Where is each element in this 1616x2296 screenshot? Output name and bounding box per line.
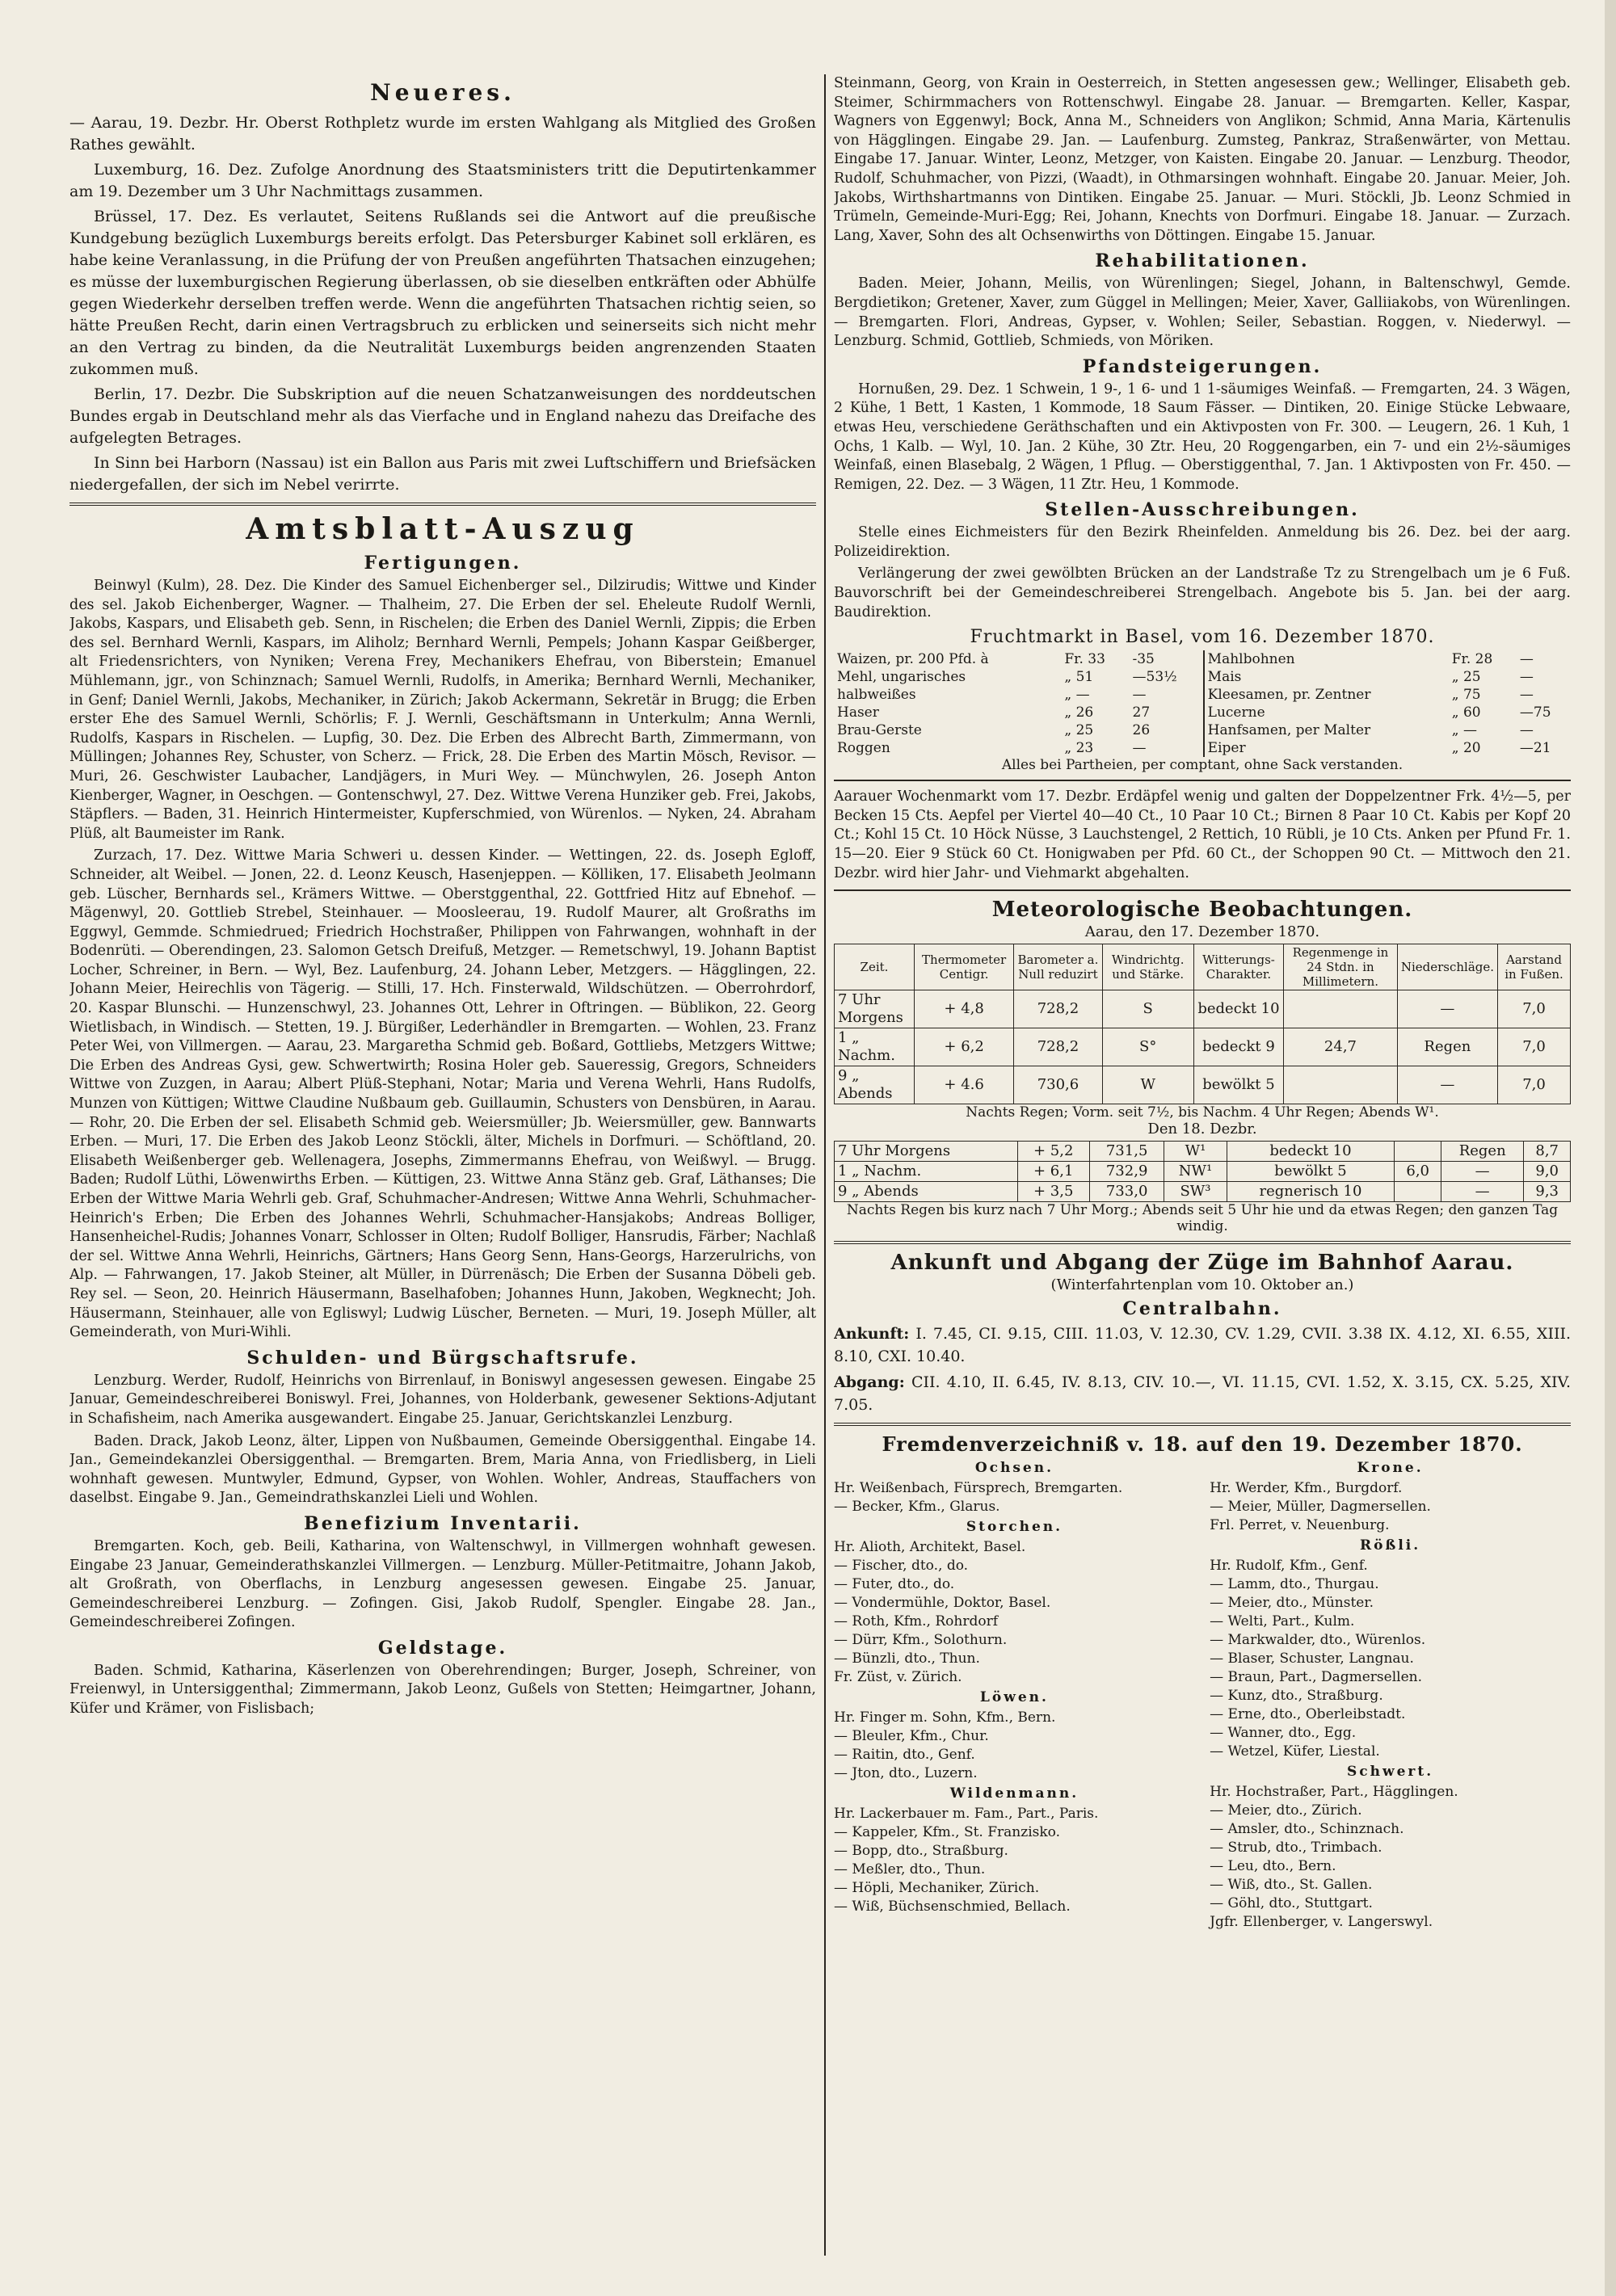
- meteo-cell: bedeckt 9: [1193, 1028, 1283, 1066]
- fruchtmarkt-row: [834, 650, 1571, 668]
- guest-entry: — Erne, dto., Oberleibstadt.: [1210, 1706, 1406, 1723]
- meteo-table: [834, 944, 1571, 1104]
- meteo-cell: 733,0: [1089, 1182, 1164, 1202]
- meteo-cell: NW¹: [1164, 1162, 1227, 1182]
- rehab-paragraph: Baden. Meier, Johann, Meilis, von Würenlingen; Siegel, Johann, in Baltenschwyl, Gemde. Bergdietikon; Gretener, Xaver, zum Güggel in Mellingen; Meier, Xaver, Galliiakobs, von Würenlingen. — Bremgarten. Flori, Andreas, Gypser, v. Wohlen; Seiler, Sebastian. Roggen, v. Niederwyl. — Lenzburg. Schmid, Gottlieb, Schmieds, von Möriken.: [834, 275, 1571, 350]
- meteo-header-cell: Windrichtg. und Stärke.: [1102, 944, 1193, 990]
- pfand-paragraph: Hornußen, 29. Dez. 1 Schwein, 1 9-, 1 6- und 1 1-säumiges Weinfaß. — Fremgarten, 24. 3 Wägen, 2 Kühe, 1 Bett, 1 Kasten, 1 Kommode, 18 Saum Fässer. — Dintiken, 20. Einige Stücke Lebwaare, etwas Heu, verschiedene Geräthschaften und ein Aktivposten von Fr. 300. — Leugern, 26. 1 Kuh, 1 Ochs, 1 Kalb. — Wyl, 10. Jan. 2 Kühe, 30 Ztr. Heu, 20 Roggengarben, ein 7- und ein 2½-säumiges Weinfaß, einen Blasebalg, 2 Wägen, 1 Pflug. — Oberstiggenthal, 7. Jan. 1 Aktivposten von Fr. 450. — Remigen, 22. Dez. — 3 Wägen, 11 Ztr. Heu, 1 Kommode.: [834, 381, 1571, 493]
- fruchtmarkt-cell: Brau-Gerste: [837, 722, 922, 739]
- visitor-column-right: [1210, 1457, 1571, 1932]
- guest-entry: — Blaser, Schuster, Langnau.: [1210, 1651, 1414, 1667]
- train-schedule: [834, 1251, 1571, 1416]
- guest-entry: — Strub, dto., Trimbach.: [1210, 1840, 1382, 1857]
- meteo-title: Meteorologische Beobachtungen.: [991, 898, 1413, 923]
- meteo-cell: 7,0: [1498, 990, 1571, 1028]
- fruchtmarkt-cell: „ 20: [1451, 740, 1481, 757]
- guest-entry: — Welti, Part., Kulm.: [1210, 1613, 1355, 1630]
- wochenmarkt-paragraph: Aarauer Wochenmarkt vom 17. Dezbr. Erdäpfel wenig und galten der Doppelzentner Frk. 4½—5, per Becken 15 Cts. Aepfel per Viertel 40—40 Ct., 10 Paar 10 Ct.; Birnen 8 Paar 10 Ct. Kabis per Kopf 20 Ct.; Kohl 15 Ct. 10 Höck Nüsse, 3 Lauchstengel, 2 Rettich, 10 Rübli, je 10 Cts. Anken per Pfund Fr. 1. 15—20. Eier 9 Stück 60 Ct. Honigwaben per Pfd. 60 Ct., der Schoppen 90 Ct. — Mittwoch den 21. Dezbr. wird hier Jahr- und Viehmarkt abgehalten.: [834, 788, 1571, 881]
- guest-entry: Hr. Rudolf, Kfm., Genf.: [1210, 1558, 1368, 1575]
- meteo-cell: 7,0: [1498, 1028, 1571, 1066]
- abgang-label: Abgang:: [834, 1373, 905, 1392]
- meteo-cell: —: [1397, 990, 1497, 1028]
- fruchtmarkt-cell: Hanfsamen, per Malter: [1204, 721, 1449, 739]
- guest-entry: — Amsler, dto., Schinznach.: [1210, 1821, 1404, 1838]
- meteo-cell: 8,7: [1524, 1142, 1571, 1162]
- meteo-cell: + 6,1: [1017, 1162, 1089, 1182]
- meteo-cell: 731,5: [1089, 1142, 1164, 1162]
- stellen-paragraph: Verlängerung der zwei gewölbten Brücken an der Landstraße Tz zu Strengelbach um je 6 Fuß. Bauvorschrift bei der Gemeindeschreiberei Strengelbach. Angebote bis 5. Jan. bei der aarg. Baudirektion.: [834, 566, 1571, 620]
- fruchtmarkt-title: Fruchtmarkt in Basel, vom 16. Dezember 1870.: [970, 627, 1435, 648]
- meteo-row: [835, 1182, 1571, 1202]
- neueres-title: Neueres.: [370, 79, 516, 106]
- hotel-name: Krone.: [1357, 1460, 1424, 1477]
- benefizium-title: Benefizium Inventarii.: [304, 1512, 582, 1534]
- fruchtmarkt-cell: „ 60: [1451, 704, 1481, 721]
- guest-entry: — Bleuler, Kfm., Chur.: [834, 1728, 989, 1745]
- fruchtmarkt-cell: Fr. 33: [1064, 651, 1105, 668]
- meteo-table-2: [834, 1141, 1571, 1202]
- hotel-name: Löwen.: [979, 1689, 1049, 1706]
- schulden-paragraph: Lenzburg. Werder, Rudolf, Heinrichs von Birrenlauf, in Boniswyl angesessen gewesen. Eingabe 25 Januar, Gemeindeschreiberei Boniswyl. Frei, Johannes, von Holderbank, gewesener Sektions-Adjutant in Schafisheim, nach Amerika ausgewandert. Eingabe 25. Januar, Gerichtskanzlei Lenzburg.: [69, 1372, 816, 1427]
- fruchtmarkt-cell: „ 25: [1451, 669, 1481, 686]
- abgang-line: [834, 1371, 1571, 1416]
- meteo-cell: 7 Uhr Morgens: [835, 990, 915, 1028]
- fruchtmarkt-cell: —21: [1519, 740, 1551, 757]
- guest-entry: — Futer, dto., do.: [834, 1576, 955, 1593]
- meteo-cell: + 4.6: [914, 1066, 1013, 1104]
- meteo-row: [835, 1066, 1571, 1104]
- guest-entry: — Bopp, dto., Straßburg.: [834, 1843, 1008, 1860]
- fruchtmarkt-row: [834, 721, 1571, 739]
- hotel-name: Storchen.: [966, 1519, 1063, 1536]
- fruchtmarkt-cell: Mais: [1204, 668, 1449, 686]
- fruchtmarkt-cell: —: [1519, 669, 1534, 686]
- fruchtmarkt-cell: halbweißes: [837, 687, 916, 704]
- meteo-cell: bedeckt 10: [1193, 990, 1283, 1028]
- guest-entry: — Bünzli, dto., Thun.: [834, 1651, 980, 1667]
- meteo-date: Den 18. Dezbr.: [1147, 1121, 1257, 1138]
- fruchtmarkt-note: Alles bei Partheien, per comptant, ohne Sack verstanden.: [1001, 757, 1403, 774]
- guest-entry: — Wetzel, Küfer, Liestal.: [1210, 1743, 1380, 1760]
- fruchtmarkt-cell: „ 75: [1451, 687, 1481, 704]
- fruchtmarkt-cell: —: [1519, 687, 1534, 704]
- meteo-cell: 7,0: [1498, 1066, 1571, 1104]
- news-harborn: In Sinn bei Harborn (Nassau) ist ein Ballon aus Paris mit zwei Luftschiffern und Briefsäcken niedergefallen, der sich im Nebel verirrte.: [69, 454, 816, 494]
- fruchtmarkt-cell: „ —: [1064, 687, 1090, 704]
- guest-entry: — Meßler, dto., Thun.: [834, 1861, 986, 1878]
- meteo-header-cell: Zeit.: [835, 944, 915, 990]
- hotel-name: Ochsen.: [974, 1460, 1054, 1477]
- meteo-row: [835, 1028, 1571, 1066]
- meteo-cell: + 5,2: [1017, 1142, 1089, 1162]
- meteo-cell: bedeckt 10: [1227, 1142, 1395, 1162]
- fruchtmarkt-cell: „ 25: [1064, 722, 1094, 739]
- geldstage-continued: Steinmann, Georg, von Krain in Oesterreich, in Stetten angesessen gew.; Wellinger, Elisabeth geb. Steimer, Schirmmachers von Rottenschwyl. Eingabe 28. Januar. — Bremgarten. Keller, Kaspar, Wagners von Eggenwyl; Bock, Anna M., Schneiders von Anglikon; Schmid, Anna Maria, Kärtenulis von Hägglingen. Eingabe 29. Jan. — Laufenburg. Zumsteg, Pankraz, Straßenwärter, von Mettau. Eingabe 17. Januar. Winter, Leonz, Metzger, von Kaisten. Eingabe 20. Januar. — Lenzburg. Theodor, Rudolf, Schuhmacher, von Pizzi, (Waadt), in Othmarsingen wohnhaft. Eingabe 20. Januar. Meier, Joh. Jakobs, Wirthshartmanns von Dintiken. Eingabe 25. Januar. — Muri. Stöckli, Jb. Leonz Schmied in Trümeln, Gemeinde-Muri-Egg; Rei, Johann, Knechts von Dorfmuri. Eingabe 18. Januar. — Zurzach. Lang, Xaver, Sohn des alt Ochsenwirths von Döttingen. Eingabe 15. Januar.: [834, 75, 1571, 244]
- fertigungen-paragraph: Zurzach, 17. Dez. Wittwe Maria Schweri u. dessen Kinder. — Wettingen, 22. ds. Joseph Egloff, Schneider, alt Weibel. — Jonen, 22. d. Leonz Keusch, Hasenjeppen. — Kölliken, 17. Elisabeth Jeolmann geb. Lüscher, Bernhards sel., Krämers Wittwe. — Oberstggenthal, 22. Gottfried Hitz auf Ebnehof. — Mägenwyl, 20. Gottlieb Strebel, Steinhauer. — Moosleerau, 19. Rudolf Maurer, alt Großraths im Eggwyl, Gemmde. Schmiedrued; Friedrich Hochstraßer, Philippen von Fahrwangen, wohnhaft in der Bodenrüti. — Oberendingen, 23. Salomon Getsch Dreifuß, Metzger. — Remetschwyl, 19. Johann Baptist Locher, Schreiner, in Bern. — Wyl, Bez. Laufenburg, 24. Johann Leber, Metzgers. — Hägglingen, 22. Johann Meier, Heirechlis von Tägerig. — Stilli, 17. Hch. Finsterwald, Wildschützen. — Oberrohrdorf, 20. Kaspar Blunschi. — Hunzenschwyl, 23. Johannes Ott, Lehrer in Oftringen. — Büblikon, 22. Georg Wietlisbach, in Windisch. — Stetten, 19. J. Bürgißer, Lederhändler in Bremgarten. — Wohlen, 23. Franz Peter Wei, von Villmergen. — Aarau, 23. Margaretha Schmid geb. Boßard, Gottliebs, Metzgers Wittwe; Die Erben des Andreas Gysi, gew. Schwertwirth; Rosina Holer geb. Saueressig, Gregors, Schneiders Wittwe von Zuzgen, in Aarau; Albert Plüß-Stephani, Notar; Maria und Verena Wehrli, Hans Rudolfs, Munzen von Küttigen; Wittwe Claudine Nußbaum geb. Guillaumin, Schusters von Densbüren, in Aarau. — Rohr, 20. Die Erben der sel. Elisabeth Schmid geb. Weiersmüller; Jb. Weiersmüller, gew. Bannwarts Erben. — Muri, 17. Die Erben des Jakob Leonz Stöckli, älter, Michels in Dorfmuri. — Schöftland, 20. Elisabeth Weißenberger geb. Wellenagera, Josephs, Zimmermanns Ehefrau, von Weißwyl. — Brugg. Baden; Rudolf Lüthi, Löwenwirths Erben. — Küttigen, 23. Wittwe Anna Stänz geb. Graf, Läthanses; Die Erben der Wittwe Maria Wehrli geb. Graf, Schuhmacher-Andresen; Wittwe Anna Wehrli, Schuhmacher-Heinrich's Erben; Die Erben des Johannes Wehrli, Schuhmacher-Hansjakobs; Andreas Bolliger, Hansenheichel-Rudis; Johannes Vonarr, Schlosser in Olten; Rudolf Bolliger, Hansrudis, Färber; Nachlaß der sel. Wittwe Anna Wehrli, Heinrichs, Gärtners; Hans Georg Senn, Hans-Georgs, Harzerulrichs, von Alp. — Fahrwangen, 17. Jakob Steiner, alt Müller, in Dürrenäsch; Die Erben der Susanna Döbeli geb. Rey sel. — Seon, 20. Heinrich Häusermann, Baselhafoben; Johannes Hunn, Jakoben, Wegknecht; Joh. Häusermann, Steinhauer, alle von Egliswyl; Ludwig Lüscher, Berneten. — Muri, 19. Joseph Müller, alt Gemeinderath, von Muri-Wihli.: [69, 847, 816, 1341]
- guest-entry: — Leu, dto., Bern.: [1210, 1858, 1336, 1875]
- guest-entry: Hr. Finger m. Sohn, Kfm., Bern.: [834, 1709, 1056, 1726]
- abgang-times: CII. 4.10, II. 6.45, IV. 8.13, CIV. 10.—, VI. 11.15, CVI. 1.52, X. 3.15, CX. 5.25, XIV. 7.05.: [834, 1373, 1571, 1415]
- meteo-cell: 9 „ Abends: [835, 1182, 1018, 1202]
- fruchtmarkt-cell: —75: [1519, 704, 1551, 721]
- zuege-subtitle: (Winterfahrtenplan vom 10. Oktober an.): [1050, 1276, 1354, 1294]
- meteo-cell: 24,7: [1284, 1028, 1398, 1066]
- meteo-cell: bewölkt 5: [1227, 1162, 1395, 1182]
- guest-entry: — Meier, dto., Münster.: [1210, 1595, 1374, 1612]
- meteo-header-cell: Niederschläge.: [1397, 944, 1497, 990]
- fruchtmarkt-cell: —: [1132, 740, 1147, 757]
- guest-entry: — Roth, Kfm., Rohrdorf: [834, 1613, 998, 1630]
- news-bruessel: Brüssel, 17. Dez. Es verlautet, Seitens Rußlands sei die Antwort auf die preußische Kundgebung bezüglich Luxemburgs bereits erfolgt. Das Petersburger Kabinet soll erklären, es habe keine Veranlassung, in die Prüfung der von Preußen angeführten Thatsachen einzugehen; es müsse der luxemburgischen Regierung überlassen, ob sie dieselben entkräften oder Abhülfe gegen Wiederkehr derselben treffen werde. Wenn die angeführten Thatsachen richtig seien, so hätte Preußen Recht, darin einen Vertragsbruch zu erblicken und seinerseits sich nicht mehr an den Vertrag zu binden, da die Neutralität Luxemburgs beiden angrenzenden Staaten zukommen muß.: [69, 208, 816, 378]
- meteo-header-cell: Thermometer Centigr.: [914, 944, 1013, 990]
- fruchtmarkt-cell: Roggen: [837, 740, 890, 757]
- meteo-cell: SW³: [1164, 1182, 1227, 1202]
- guest-entry: Jgfr. Ellenberger, v. Langerswyl.: [1210, 1914, 1433, 1931]
- meteo-date: Aarau, den 17. Dezember 1870.: [1084, 923, 1320, 941]
- meteo-cell: + 3,5: [1017, 1182, 1089, 1202]
- meteo-cell: S°: [1102, 1028, 1193, 1066]
- fruchtmarkt-cell: Lucerne: [1204, 704, 1449, 721]
- geldstage-paragraph: Baden. Schmid, Katharina, Käserlenzen von Oberehrendingen; Burger, Joseph, Schreiner, von Freienwyl, in Untersiggenthal; Zimmermann, Jakob Leonz, Gußels von Stetten; Heimgartner, Johann, Küfer und Krämer, von Fislisbach;: [69, 1662, 816, 1718]
- meteo-cell: 9 „ Abends: [835, 1066, 915, 1104]
- fruchtmarkt-row: [834, 686, 1571, 704]
- benefizium-paragraph: Bremgarten. Koch, geb. Beili, Katharina, von Waltenschwyl, in Villmergen wohnhaft gewesen. Eingabe 23 Januar, Gemeinderathskanzlei Villmergen. — Lenzburg. Müller-Petitmaitre, Johann Jakob, alt Großrath, von Oberflachs, in Lenzburg angesessen gewesen. Eingabe 25. Januar, Gemeindeschreiberei Lenzburg. — Zofingen. Gisi, Jakob Rudolf, Spengler. Eingabe 28. Jan., Gemeindeschreiberei Zofingen.: [69, 1537, 816, 1631]
- guest-entry: Hr. Werder, Kfm., Burgdorf.: [1210, 1480, 1403, 1497]
- meteo-header-cell: Regenmenge in 24 Stdn. in Millimetern.: [1284, 944, 1398, 990]
- fruchtmarkt-cell: Mahlbohnen: [1204, 650, 1449, 668]
- guest-entry: — Meier, dto., Zürich.: [1210, 1802, 1362, 1819]
- hotel-name: Wildenmann.: [949, 1785, 1079, 1802]
- column-rule: [824, 74, 826, 2256]
- fruchtmarkt-cell: „ —: [1451, 722, 1477, 739]
- meteo-cell: —: [1397, 1066, 1497, 1104]
- meteo-cell: 730,6: [1014, 1066, 1102, 1104]
- fruchtmarkt-cell: Fr. 28: [1451, 651, 1493, 668]
- guest-entry: — Wiß, dto., St. Gallen.: [1210, 1877, 1373, 1894]
- fruchtmarkt-cell: —: [1519, 722, 1534, 739]
- ankunft-times: I. 7.45, CI. 9.15, CIII. 11.03, V. 12.30, CV. 1.29, CVII. 3.38 IX. 4.12, XI. 6.55, XIII. 8.10, CXI. 10.40.: [834, 1325, 1571, 1366]
- meteo-cell: S: [1102, 990, 1193, 1028]
- fruchtmarkt-cell: —: [1519, 651, 1534, 668]
- section-rule: [834, 1241, 1571, 1244]
- geldstage-title: Geldstage.: [377, 1637, 508, 1659]
- meteo-header-cell: Barometer a. Null reduzirt: [1014, 944, 1102, 990]
- fruchtmarkt-cell: -35: [1132, 651, 1155, 668]
- news-berlin: Berlin, 17. Dezbr. Die Subskription auf die neuen Schatzanweisungen des norddeutschen Bundes ergab in Deutschland mehr als das Vierfache und in England nahezu das Dreifache des aufgelegten Betrages.: [69, 385, 816, 447]
- stellen-title: Stellen-Ausschreibungen.: [1045, 499, 1360, 521]
- section-rule: [834, 1423, 1571, 1426]
- news-luxemburg: Luxemburg, 16. Dez. Zufolge Anordnung des Staatsministers tritt die Deputirtenkammer am 19. Dezember um 3 Uhr Nachmittags zusammen.: [69, 161, 816, 200]
- section-rule: [834, 889, 1571, 891]
- rehab-title: Rehabilitationen.: [1095, 250, 1310, 272]
- meteo-cell: —: [1441, 1162, 1523, 1182]
- schulden-paragraph: Baden. Drack, Jakob Leonz, älter, Lippen von Nußbaumen, Gemeinde Obersiggenthal. Eingabe 14. Jan., Gemeindekanzlei Obersiggenthal. — Bremgarten. Brem, Maria Anna, von Friedlisberg, in Lieli wohnhaft gewesen. Muntwyler, Edmund, Gypser, von Wohlen. Wohler, Andreas, Stauffachers von daselbst. Eingabe 9. Jan., Gemeindrathskanzlei Lieli und Wohlen.: [69, 1432, 816, 1507]
- fruchtmarkt-cell: „ 23: [1064, 740, 1094, 757]
- fruchtmarkt-row: [834, 704, 1571, 721]
- guest-entry: Hr. Weißenbach, Fürsprech, Bremgarten.: [834, 1480, 1123, 1497]
- meteo-cell: Regen: [1441, 1142, 1523, 1162]
- pfand-title: Pfandsteigerungen.: [1082, 355, 1323, 377]
- page-edge: [1605, 0, 1616, 2296]
- meteo-cell: 728,2: [1014, 990, 1102, 1028]
- meteo-row: [835, 1142, 1571, 1162]
- guest-entry: — Lamm, dto., Thurgau.: [1210, 1576, 1379, 1593]
- left-column: [69, 74, 816, 2259]
- meteo-cell: —: [1441, 1182, 1523, 1202]
- meteo-cell: [1284, 1066, 1398, 1104]
- guest-entry: Hr. Hochstraßer, Part., Hägglingen.: [1210, 1784, 1458, 1801]
- meteo-cell: [1395, 1182, 1441, 1202]
- meteo-cell: + 4,8: [914, 990, 1013, 1028]
- meteo-note: Nachts Regen; Vorm. seit 7½, bis Nachm. 4 Uhr Regen; Abends W¹.: [966, 1104, 1439, 1121]
- fruchtmarkt-cell: Mehl, ungarisches: [837, 669, 966, 686]
- fruchtmarkt-cell: „ 51: [1064, 669, 1094, 686]
- schulden-title: Schulden- und Bürgschaftsrufe.: [246, 1347, 639, 1369]
- hotel-name: Rößli.: [1359, 1537, 1421, 1554]
- guest-entry: — Braun, Part., Dagmersellen.: [1210, 1669, 1422, 1686]
- guest-entry: Fr. Züst, v. Zürich.: [834, 1669, 962, 1686]
- meteo-row: [835, 1162, 1571, 1182]
- guest-entry: Hr. Alioth, Architekt, Basel.: [834, 1539, 1026, 1556]
- guest-entry: — Wanner, dto., Egg.: [1210, 1725, 1357, 1742]
- meteo-cell: 7 Uhr Morgens: [835, 1142, 1018, 1162]
- fruchtmarkt-row: [834, 739, 1571, 757]
- visitor-list: [834, 1457, 1571, 1932]
- fruchtmarkt-row: [834, 668, 1571, 686]
- section-rule: [69, 503, 816, 506]
- ankunft-label: Ankunft:: [834, 1325, 910, 1344]
- meteo-cell: bewölkt 5: [1193, 1066, 1283, 1104]
- guest-entry: — Kappeler, Kfm., St. Franzisko.: [834, 1824, 1061, 1841]
- fertigungen-paragraph: Beinwyl (Kulm), 28. Dez. Die Kinder des Samuel Eichenberger sel., Dilzirudis; Wittwe und Kinder des sel. Jakob Eichenberger, Wagner. — Thalheim, 27. Die Erben der sel. Eheleute Rudolf Wernli, Jakobs, Kaspars, und Elisabeth geb. Senn, in Rischelen; die Erben des Daniel Wernli, Zippis; die Erben des sel. Bernhard Wernli, Kaspars, im Aliholz; Bernhard Wernli, Pempels; Johann Kaspar Geißberger, alt Friedensrichters, von Nyniken; Verena Frey, Mechanikers Ehefrau, von Biberstein; Emanuel Mühlemann, jgr., von Schinznach; Samuel Wernli, Rudolfs, in Amerika; Bernhard Wernli, Mechaniker, in Genf; Daniel Wernli, Jakobs, Mechaniker, in Zürich; Jakob Ackermann, Sekretär in Brugg; die Erben erster Ehe des Samuel Wernli, Schörlis; F. J. Wernli, Geschäftsmann in Unterkulm; Anna Wernli, Rudolfs, Kaspars in Rischelen. — Lupfig, 30. Dez. Die Erben des Albrecht Barth, Zimmermann, von Müllingen; Johannes Rey, Schuster, von Scherz. — Frick, 28. Die Erben des Martin Mösch, Revisor. — Muri, 26. Geschwister Laubacher, Landjägers, in Muri Wey. — Münchwylen, 26. Joseph Anton Kienberger, Wagner, in Oeschgen. — Gontenschwyl, 27. Dez. Wittwe Verena Hunziker geb. Frei, Jakobs, Stäpflers. — Baden, 31. Heinrich Hintermeister, Kupferschmied, von Würenlos. — Nyken, 24. Abraham Plüß, alt Baumeister im Rank.: [69, 578, 816, 842]
- guest-entry: — Vondermühle, Doktor, Basel.: [834, 1595, 1051, 1612]
- meteo-cell: [1284, 990, 1398, 1028]
- right-column: [834, 74, 1571, 2259]
- fruchtmarkt-cell: —: [1132, 687, 1147, 704]
- meteo-cell: W: [1102, 1066, 1193, 1104]
- guest-entry: Hr. Lackerbauer m. Fam., Part., Paris.: [834, 1806, 1099, 1823]
- guest-entry: — Höpli, Mechaniker, Zürich.: [834, 1880, 1040, 1897]
- guest-entry: — Markwalder, dto., Würenlos.: [1210, 1632, 1426, 1649]
- meteo-cell: 6,0: [1395, 1162, 1441, 1182]
- guest-entry: — Wiß, Büchsenschmied, Bellach.: [834, 1899, 1071, 1915]
- guest-entry: — Jton, dto., Luzern.: [834, 1765, 978, 1782]
- meteo-note: Nachts Regen bis kurz nach 7 Uhr Morg.; Abends seit 5 Uhr hie und da etwas Regen; den ganzen Tag windig.: [846, 1202, 1559, 1235]
- meteo-header-cell: Witterungs-Charakter.: [1193, 944, 1283, 990]
- guest-entry: — Kunz, dto., Straßburg.: [1210, 1688, 1383, 1705]
- hotel-name: Schwert.: [1346, 1764, 1434, 1781]
- amtsblatt-title: Amtsblatt-Auszug: [246, 512, 640, 546]
- zuege-title: Ankunft und Abgang der Züge im Bahnhof Aarau.: [890, 1251, 1514, 1276]
- fruchtmarkt-cell: —53½: [1132, 669, 1177, 686]
- meteo-cell: 728,2: [1014, 1028, 1102, 1066]
- meteo-cell: Regen: [1397, 1028, 1497, 1066]
- guest-entry: Frl. Perret, v. Neuenburg.: [1210, 1517, 1390, 1534]
- fruchtmarkt-cell: 26: [1132, 722, 1151, 739]
- meteo-cell: W¹: [1164, 1142, 1227, 1162]
- guest-entry: — Becker, Kfm., Glarus.: [834, 1499, 1000, 1516]
- guest-entry: — Raitin, dto., Genf.: [834, 1747, 975, 1764]
- visitor-column-left: [834, 1457, 1195, 1932]
- section-rule: [834, 780, 1571, 781]
- meteo-cell: + 6,2: [914, 1028, 1013, 1066]
- fruchtmarkt-table: [834, 650, 1571, 757]
- fertigungen-title: Fertigungen.: [364, 553, 522, 574]
- meteo-cell: regnerisch 10: [1227, 1182, 1395, 1202]
- meteo-cell: [1395, 1142, 1441, 1162]
- stellen-paragraph: Stelle eines Eichmeisters für den Bezirk Rheinfelden. Anmeldung bis 26. Dez. bei der aarg. Polizeidirektion.: [834, 524, 1571, 560]
- meteo-header-cell: Aarstand in Fußen.: [1498, 944, 1571, 990]
- guest-entry: — Dürr, Kfm., Solothurn.: [834, 1632, 1008, 1649]
- meteo-cell: 1 „ Nachm.: [835, 1028, 915, 1066]
- guest-entry: — Fischer, dto., do.: [834, 1558, 969, 1575]
- meteo-cell: 732,9: [1089, 1162, 1164, 1182]
- guest-entry: — Meier, Müller, Dagmersellen.: [1210, 1499, 1431, 1516]
- guest-entry: — Göhl, dto., Stuttgart.: [1210, 1895, 1373, 1912]
- fruchtmarkt-cell: 27: [1132, 704, 1151, 721]
- meteo-cell: 9,3: [1524, 1182, 1571, 1202]
- fruchtmarkt-cell: Haser: [837, 704, 879, 721]
- meteo-cell: 9,0: [1524, 1162, 1571, 1182]
- fremden-title: Fremdenverzeichniß v. 18. auf den 19. Dezember 1870.: [882, 1432, 1523, 1457]
- news-aarau: — Aarau, 19. Dezbr. Hr. Oberst Rothpletz wurde im ersten Wahlgang als Mitglied des Großen Rathes gewählt.: [69, 114, 816, 153]
- meteo-cell: 1 „ Nachm.: [835, 1162, 1018, 1182]
- fruchtmarkt-cell: „ 26: [1064, 704, 1094, 721]
- fruchtmarkt-cell: Eiper: [1204, 739, 1449, 757]
- centralbahn-title: Centralbahn.: [1122, 1298, 1282, 1320]
- fruchtmarkt-cell: Kleesamen, pr. Zentner: [1204, 686, 1449, 704]
- ankunft-line: [834, 1323, 1571, 1368]
- meteo-row: [835, 990, 1571, 1028]
- fruchtmarkt-cell: Waizen, pr. 200 Pfd. à: [837, 651, 989, 668]
